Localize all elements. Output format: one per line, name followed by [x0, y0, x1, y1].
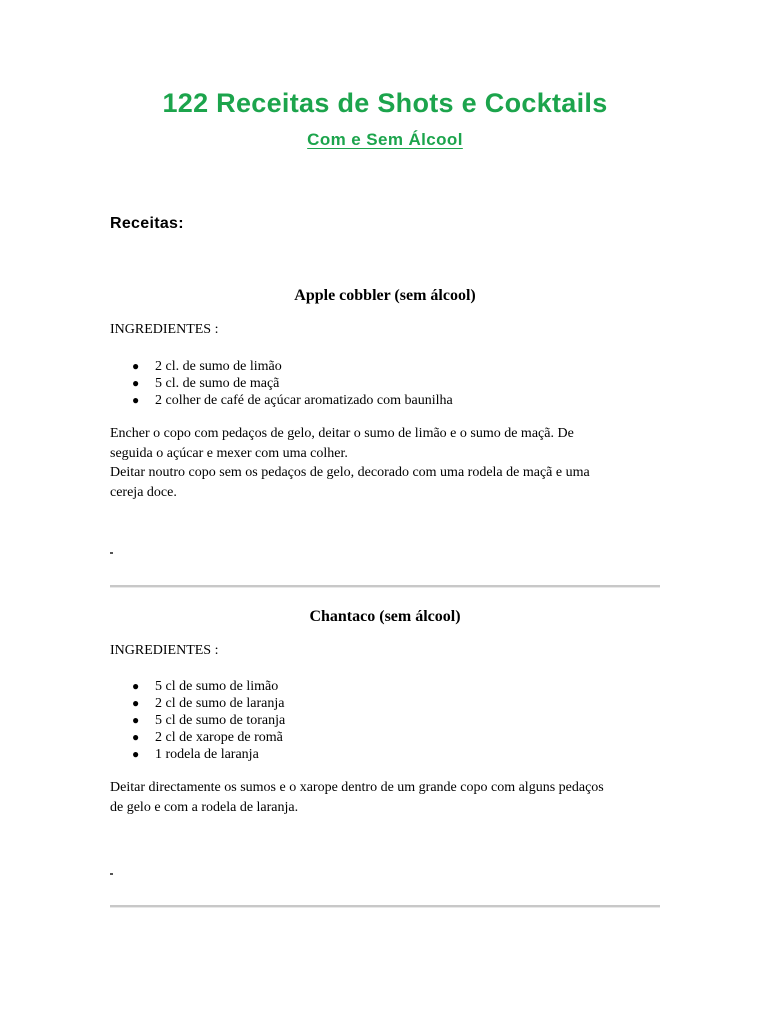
- recipe-instructions: [110, 778, 670, 817]
- ingredients-list: [110, 358, 453, 409]
- instruction-line: cereja doce.: [110, 484, 177, 500]
- ingredient-text: 5 cl de sumo de toranja: [155, 713, 286, 728]
- recipe-instructions: [110, 424, 670, 502]
- document-subtitle-text: Com e Sem Álcool: [307, 130, 463, 149]
- bullet-icon: ●: [132, 730, 140, 744]
- document-subtitle: [0, 130, 770, 150]
- instruction-line: Encher o copo com pedaços de gelo, deitar o sumo de limão e o sumo de maçã. De: [110, 426, 574, 441]
- recipe-title: Apple cobbler (sem álcool): [294, 287, 476, 304]
- horizontal-rule: [110, 905, 660, 908]
- ingredient-text: 2 colher de café de açúcar aromatizado com baunilha: [155, 393, 453, 408]
- bullet-icon: ●: [132, 376, 140, 390]
- bullet-icon: ●: [132, 696, 140, 710]
- ingredients-list: [110, 678, 285, 763]
- document-title: 122 Receitas de Shots e Cocktails: [162, 88, 608, 118]
- ingredients-label: INGREDIENTES :: [110, 322, 219, 337]
- ingredient-item: [110, 678, 285, 695]
- ingredient-text: 1 rodela de laranja: [155, 747, 259, 762]
- bullet-icon: ●: [132, 713, 140, 727]
- ingredients-label: INGREDIENTES :: [110, 643, 219, 658]
- ingredient-item: [110, 392, 453, 409]
- instruction-line: de gelo e com a rodela de laranja.: [110, 799, 299, 815]
- separator-dot: [110, 873, 113, 875]
- ingredient-item: [110, 712, 285, 729]
- bullet-icon: ●: [132, 679, 140, 693]
- ingredient-item: [110, 375, 453, 392]
- instruction-line: Deitar directamente os sumos e o xarope dentro de um grande copo com alguns pedaços: [110, 780, 604, 795]
- horizontal-rule: [110, 585, 660, 588]
- ingredient-text: 5 cl. de sumo de maçã: [155, 376, 280, 391]
- recipe-title: Chantaco (sem álcool): [309, 608, 461, 625]
- ingredient-item: [110, 729, 285, 746]
- ingredient-item: [110, 358, 453, 375]
- separator-dot: [110, 552, 113, 554]
- section-heading: Receitas:: [110, 215, 184, 232]
- ingredient-text: 5 cl de sumo de limão: [155, 679, 279, 694]
- ingredient-item: [110, 695, 285, 712]
- ingredient-item: [110, 746, 285, 763]
- instruction-line: seguida o açúcar e mexer com uma colher.: [110, 445, 348, 461]
- ingredient-text: 2 cl de xarope de romã: [155, 730, 283, 745]
- ingredient-text: 2 cl. de sumo de limão: [155, 359, 282, 374]
- bullet-icon: ●: [132, 393, 140, 407]
- bullet-icon: ●: [132, 747, 140, 761]
- instruction-line: Deitar noutro copo sem os pedaços de gelo, decorado com uma rodela de maçã e uma: [110, 465, 590, 480]
- ingredient-text: 2 cl de sumo de laranja: [155, 696, 285, 711]
- bullet-icon: ●: [132, 359, 140, 373]
